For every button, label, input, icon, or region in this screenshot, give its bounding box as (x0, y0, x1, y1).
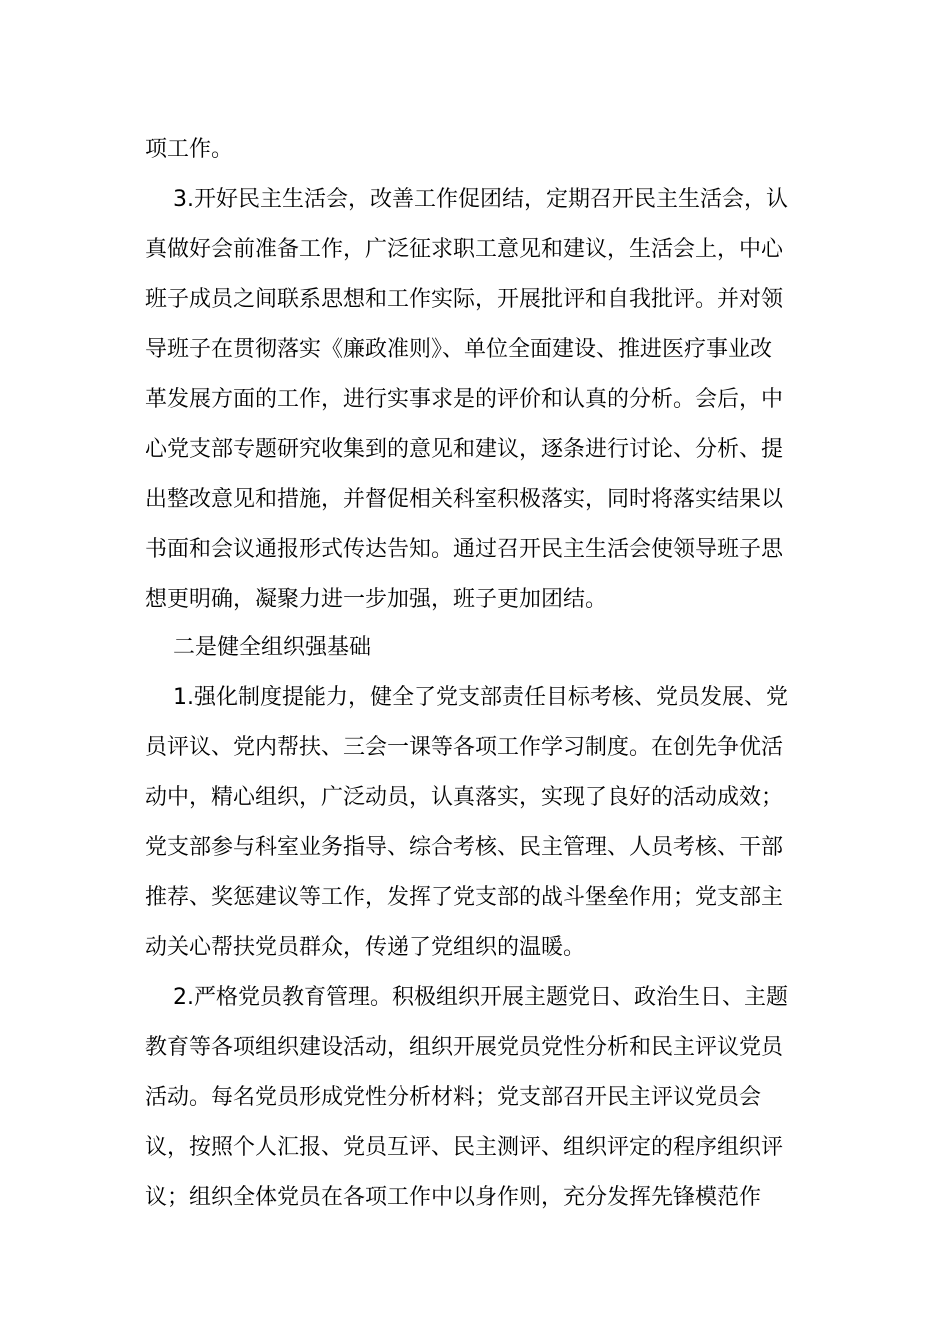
text-line: 革发展方面的工作，进行实事求是的评价和认真的分析。会后，中 (145, 387, 784, 412)
section-heading: 二是健全组织强基础 (173, 635, 372, 660)
text-line: 议，按照个人汇报、党员互评、民主测评、组织评定的程序组织评 (145, 1135, 784, 1160)
text-line: 真做好会前准备工作，广泛征求职工意见和建议，生活会上，中心 (145, 237, 784, 262)
text-line: 书面和会议通报形式传达告知。通过召开民主生活会使领导班子思 (145, 537, 784, 562)
paragraph-1-start: 1.强化制度提能力，健全了党支部责任目标考核、党员发展、党 (173, 685, 788, 710)
text-line: 想更明确，凝聚力进一步加强，班子更加团结。 (145, 587, 608, 612)
text-line: 推荐、奖惩建议等工作，发挥了党支部的战斗堡垒作用；党支部主 (145, 885, 784, 910)
text-line: 议；组织全体党员在各项工作中以身作则，充分发挥先锋模范作 (145, 1185, 762, 1210)
text-line: 动中，精心组织，广泛动员，认真落实，实现了良好的活动成效； (145, 785, 784, 810)
text-line: 导班子在贯彻落实《廉政准则》、单位全面建设、推进医疗事业改 (145, 337, 773, 362)
text-line: 心党支部专题研究收集到的意见和建议，逐条进行讨论、分析、提 (145, 437, 784, 462)
text-line: 党支部参与科室业务指导、综合考核、民主管理、人员考核、干部 (145, 835, 784, 860)
text-line: 班子成员之间联系思想和工作实际，开展批评和自我批评。并对领 (145, 287, 784, 312)
text-line: 出整改意见和措施，并督促相关科室积极落实，同时将落实结果以 (145, 487, 784, 512)
paragraph-3-start: 3.开好民主生活会，改善工作促团结，定期召开民主生活会，认 (173, 187, 788, 212)
text-line: 教育等各项组织建设活动，组织开展党员党性分析和民主评议党员 (145, 1035, 784, 1060)
paragraph-2-start: 2.严格党员教育管理。积极组织开展主题党日、政治生日、主题 (173, 985, 788, 1010)
text-line: 项工作。 (145, 137, 234, 162)
text-line: 动关心帮扶党员群众，传递了党组织的温暖。 (145, 935, 586, 960)
text-line: 活动。每名党员形成党性分析材料；党支部召开民主评议党员会 (145, 1085, 762, 1110)
text-line: 员评议、党内帮扶、三会一课等各项工作学习制度。在创先争优活 (145, 735, 784, 760)
